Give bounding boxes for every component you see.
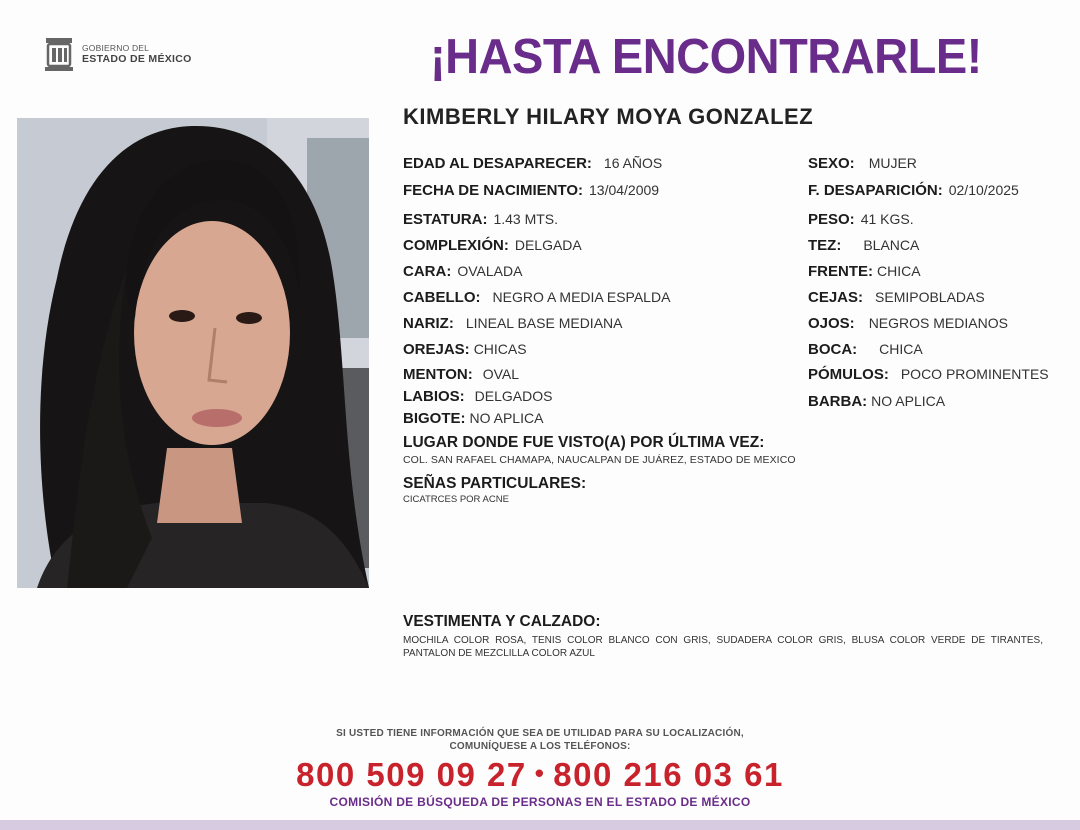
portrait-image [17, 118, 369, 588]
field-value: 02/10/2025 [948, 182, 1019, 198]
field-hair [403, 289, 670, 306]
field-label: NARIZ: [403, 315, 454, 332]
field-forehead [808, 263, 921, 280]
bottom-strip [0, 820, 1080, 830]
field-label: F. DESAPARICIÓN: [808, 182, 943, 199]
field-label: OREJAS: [403, 341, 470, 358]
field-label: OJOS: [808, 315, 855, 332]
clothing-label: VESTIMENTA Y CALZADO: [403, 613, 601, 630]
contact-info-line-2: COMUNÍQUESE A LOS TELÉFONOS: [449, 741, 631, 752]
particular-marks-label: SEÑAS PARTICULARES: [403, 475, 587, 492]
field-value: 41 KGS. [860, 211, 914, 227]
field-label: BOCA: [808, 341, 858, 358]
field-ears [403, 341, 527, 358]
commission-name: COMISIÓN DE BÚSQUEDA DE PERSONAS EN EL ESTADO DE MÉXICO [329, 795, 751, 809]
field-eyes [808, 315, 1008, 332]
field-value: MUJER [868, 155, 917, 171]
field-label: EDAD AL DESAPARECER: [403, 155, 592, 172]
field-value: NEGRO A MEDIA ESPALDA [492, 289, 671, 305]
phone-number-2[interactable]: 800 216 03 61 [553, 756, 784, 793]
field-label: TEZ: [808, 237, 842, 254]
field-label: CEJAS: [808, 289, 864, 306]
field-label: PÓMULOS: [808, 366, 889, 383]
field-label: MENTON: [403, 366, 473, 383]
field-label: PESO: [808, 211, 855, 228]
government-logo [42, 34, 192, 74]
clothing-value: MOCHILA COLOR ROSA, TENIS COLOR BLANCO CON GRIS, SUDADERA COLOR GRIS, BLUSA COLOR VERDE DE TIRANTES, PANTALON DE MEZCLILLA COLOR AZUL [403, 635, 1043, 659]
field-height [403, 211, 558, 228]
field-birthdate [403, 182, 659, 199]
field-lips [403, 388, 552, 405]
field-label: CABELLO: [403, 289, 481, 306]
last-seen-label: LUGAR DONDE FUE VISTO(A) POR ÚLTIMA VEZ: [403, 434, 765, 451]
field-disappearance-date [808, 182, 1019, 199]
field-eyebrows [808, 289, 985, 306]
field-face [403, 263, 522, 280]
field-value: 1.43 MTS. [493, 211, 559, 227]
field-chin [403, 366, 519, 383]
contact-info-line-1: SI USTED TIENE INFORMACIÓN QUE SEA DE UTILIDAD PARA SU LOCALIZACIÓN, [336, 728, 744, 739]
field-value: DELGADOS [474, 388, 553, 404]
field-label: BARBA: [808, 393, 868, 410]
coat-of-arms-icon [42, 34, 76, 74]
field-value: CHICA [879, 341, 923, 357]
field-sex [808, 155, 917, 172]
field-value: LINEAL BASE MEDIANA [465, 315, 623, 331]
phone-number-1[interactable]: 800 509 09 27 [296, 756, 527, 793]
field-age [403, 155, 662, 172]
field-label: CARA: [403, 263, 452, 280]
field-label: BIGOTE: [403, 410, 466, 427]
field-nose [403, 315, 622, 332]
headline: ¡HASTA ENCONTRARLE! [430, 27, 982, 84]
field-value: DELGADA [514, 237, 582, 253]
field-beard [808, 393, 945, 410]
field-cheekbones [808, 366, 1049, 383]
phone-numbers [0, 756, 1080, 794]
field-mustache [403, 410, 543, 427]
phone-separator: • [534, 758, 546, 788]
field-value: 16 AÑOS [603, 155, 663, 171]
particular-marks-value: CICATRCES POR ACNE [403, 494, 509, 505]
field-value: NO APLICA [871, 393, 946, 409]
person-photo [17, 118, 369, 588]
field-value: 13/04/2009 [589, 182, 660, 198]
field-label: ESTATURA: [403, 211, 488, 228]
field-label: COMPLEXIÓN: [403, 237, 509, 254]
field-build [403, 237, 582, 254]
field-complexion [808, 237, 919, 254]
field-value: OVALADA [457, 263, 523, 279]
field-label: FECHA DE NACIMIENTO: [403, 182, 583, 199]
field-value: BLANCA [863, 237, 920, 253]
person-name: KIMBERLY HILARY MOYA GONZALEZ [403, 104, 814, 129]
field-value: NO APLICA [469, 410, 544, 426]
field-value: OVAL [482, 366, 520, 382]
field-mouth [808, 341, 923, 358]
logo-line-2: ESTADO DE MÉXICO [82, 53, 192, 65]
field-label: FRENTE: [808, 263, 873, 280]
field-value: NEGROS MEDIANOS [868, 315, 1008, 331]
field-value: CHICAS [473, 341, 527, 357]
field-value: SEMIPOBLADAS [875, 289, 985, 305]
field-weight [808, 211, 914, 228]
field-label: SEXO: [808, 155, 855, 172]
field-value: CHICA [877, 263, 921, 279]
field-value: POCO PROMINENTES [900, 366, 1049, 382]
last-seen-value: COL. SAN RAFAEL CHAMAPA, NAUCALPAN DE JUÁREZ, ESTADO DE MEXICO [403, 454, 796, 466]
logo-line-1: GOBIERNO DEL [82, 43, 150, 53]
field-label: LABIOS: [403, 388, 465, 405]
